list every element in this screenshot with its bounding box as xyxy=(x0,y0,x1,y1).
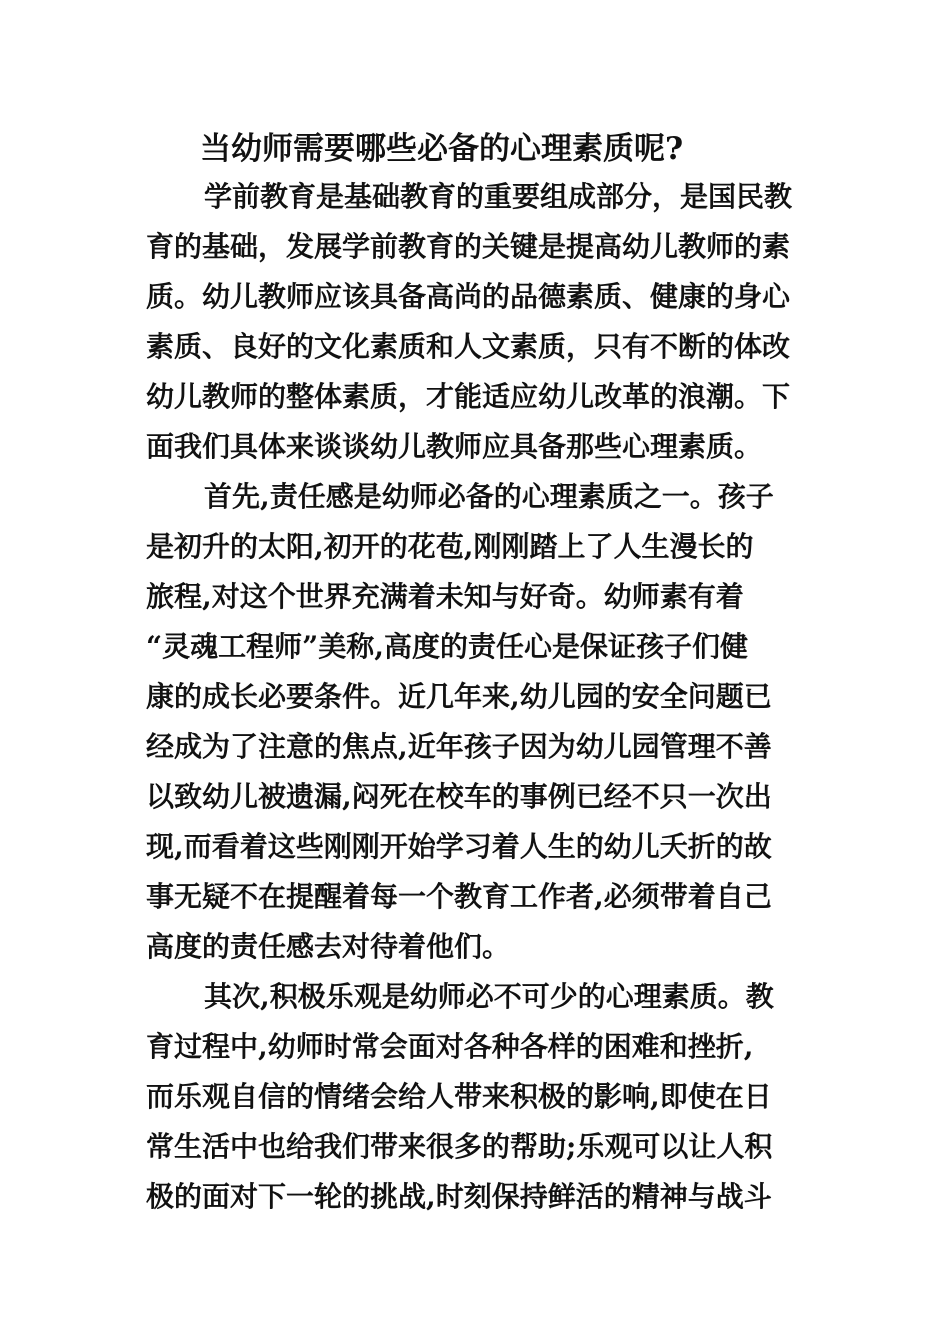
paragraph-line: 育过程中,幼师时常会面对各种各样的困难和挫折, xyxy=(146,1030,754,1063)
paragraph-line: “灵魂工程师”美称,高度的责任心是保证孩子们健 xyxy=(146,630,748,663)
paragraph-line: 以致幼儿被遗漏,闷死在校车的事例已经不只一次出 xyxy=(146,780,772,813)
paragraph-line: 面我们具体来谈谈幼儿教师应具备那些心理素质。 xyxy=(146,430,763,463)
paragraph-line: 常生活中也给我们带来很多的帮助;乐观可以让人积 xyxy=(146,1130,773,1163)
paragraph-line: 幼儿教师的整体素质，才能适应幼儿改革的浪潮。下 xyxy=(146,380,791,413)
paragraph-line: 现,而看着这些刚刚开始学习着人生的幼儿夭折的故 xyxy=(146,830,772,863)
document-body xyxy=(146,172,806,1222)
paragraph-line: 高度的责任感去对待着他们。 xyxy=(146,930,511,963)
paragraph-line: 质。幼儿教师应该具备高尚的品德素质、健康的身心 xyxy=(146,280,791,313)
paragraph-line: 康的成长必要条件。近几年来,幼儿园的安全问题已 xyxy=(146,680,772,713)
document-title: 当幼师需要哪些必备的心理素质呢? xyxy=(200,131,684,167)
paragraph-line: 首先,责任感是幼师必备的心理素质之一。孩子 xyxy=(204,480,774,513)
paragraph-line: 其次,积极乐观是幼师必不可少的心理素质。教 xyxy=(204,980,774,1013)
paragraph-line: 极的面对下一轮的挑战,时刻保持鲜活的精神与战斗 xyxy=(146,1180,772,1213)
paragraph-line: 旅程,对这个世界充满着未知与好奇。幼师素有着 xyxy=(146,580,744,613)
paragraph-line: 学前教育是基础教育的重要组成部分，是国民教 xyxy=(204,180,793,213)
paragraph-line: 育的基础，发展学前教育的关键是提高幼儿教师的素 xyxy=(146,230,791,263)
paragraph-line: 而乐观自信的情绪会给人带来积极的影响,即使在日 xyxy=(146,1080,772,1113)
paragraph-optimism xyxy=(146,972,806,1222)
paragraph-line: 是初升的太阳,初开的花苞,刚刚踏上了人生漫长的 xyxy=(146,530,754,563)
paragraph-line: 素质、良好的文化素质和人文素质，只有不断的体改 xyxy=(146,330,791,363)
paragraph-responsibility xyxy=(146,472,806,972)
paragraph-line: 经成为了注意的焦点,近年孩子因为幼儿园管理不善 xyxy=(146,730,772,763)
paragraph-intro xyxy=(146,172,806,472)
paragraph-line: 事无疑不在提醒着每一个教育工作者,必须带着自己 xyxy=(146,880,772,913)
